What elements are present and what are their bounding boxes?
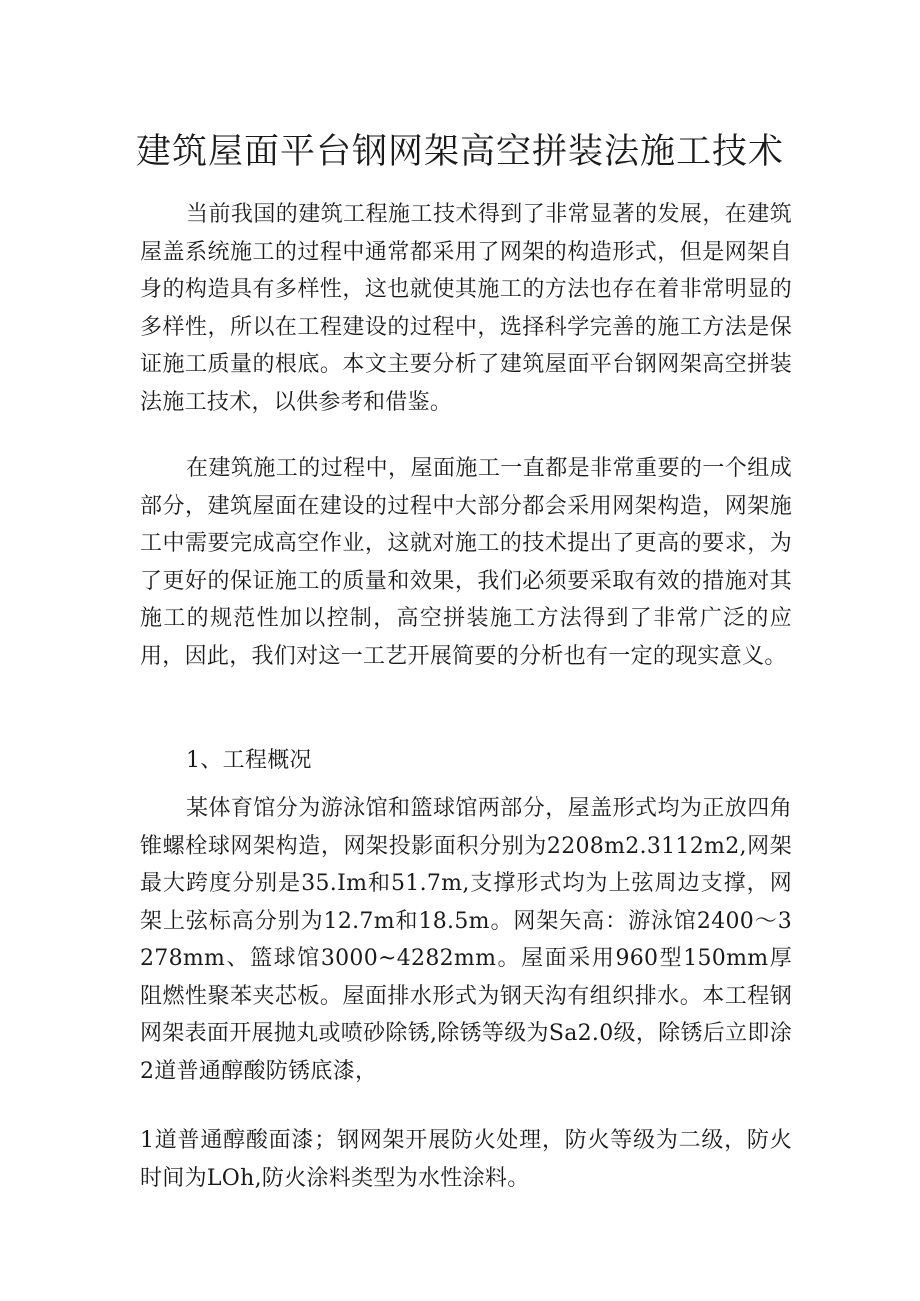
project-overview-paragraph: 某体育馆分为游泳馆和篮球馆两部分，屋盖形式均为正放四角锥螺栓球网架构造，网架投影面积分别为2208m2.3112m2,网架最大跨度分别是35.Im和51.7m,支撑形式均为上弦周边支撑，网架上弦标高分别为12.7m和18.5m。网架矢高：游泳馆2400～3278mm、篮球馆3000~4282mm。屋面采用960型150mm厚阻燃性聚苯夹芯板。屋面排水形式为钢天沟有组织排水。本工程钢网架表面开展抛丸或喷砂除锈,除锈等级为Sa2.0级，除锈后立即涂2道普通醇酸防锈底漆， bbox=[140, 796, 792, 1084]
background-paragraph: 在建筑施工的过程中，屋面施工一直都是非常重要的一个组成部分，建筑屋面在建设的过程中大部分都会采用网架构造，网架施工中需要完成高空作业，这就对施工的技术提出了更高的要求，为了更好的保证施工的质量和效果，我们必须要采取有效的措施对其施工的规范性加以控制，高空拼装施工方法得到了非常广泛的应用，因此，我们对这一工艺开展简要的分析也有一定的现实意义。 bbox=[140, 456, 792, 669]
section-heading-project-overview: 1、工程概况 bbox=[186, 748, 312, 773]
intro-paragraph: 当前我国的建筑工程施工技术得到了非常显著的发展，在建筑屋盖系统施工的过程中通常都采用了网架的构造形式，但是网架自身的构造具有多样性，这也就使其施工的方法也存在着非常明显的多样性，所以在工程建设的过程中，选择科学完善的施工方法是保证施工质量的根底。本文主要分析了建筑屋面平台钢网架高空拼装法施工技术，以供参考和借鉴。 bbox=[140, 202, 792, 415]
fireproofing-paragraph: 1道普通醇酸面漆；钢网架开展防火处理，防火等级为二级，防火时间为LOh,防火涂料类型为水性涂料。 bbox=[140, 1128, 792, 1191]
document-title: 建筑屋面平台钢网架高空拼装法施工技术 bbox=[135, 132, 784, 172]
